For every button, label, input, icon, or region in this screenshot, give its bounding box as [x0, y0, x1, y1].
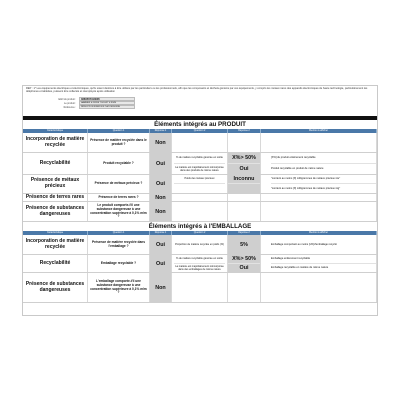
question-1-cell: Présence de métaux précieux ? — [88, 175, 150, 193]
col-characteristic: Caractéristique — [23, 129, 88, 133]
question-2-part: La matière est majoritairement réincorporée dans des produits de même nature — [175, 165, 224, 172]
answer-1-cell: Non — [150, 194, 172, 201]
answer-2-part: 5% — [240, 241, 248, 248]
table-row — [23, 194, 377, 202]
answer-1-cell: Non — [150, 133, 172, 152]
col-msg: Mention à afficher — [261, 231, 377, 235]
mention-cell — [261, 194, 377, 201]
col-q1: Question 1 — [88, 129, 150, 133]
characteristic-cell: Incorporation de matière recyclée — [23, 235, 88, 254]
produit-section-title: Éléments intégrés au PRODUIT — [154, 121, 246, 128]
answer-1-cell: Non — [150, 273, 172, 302]
question-2-cell — [172, 175, 228, 193]
reference-row — [43, 105, 163, 109]
characteristic-cell: Recyclabilité — [23, 255, 88, 272]
question-2-part: % de matière recyclable générée en sortie — [174, 255, 225, 264]
col-a2: Réponse 2 — [228, 231, 261, 235]
question-1-cell: Produit recyclable ? — [88, 153, 150, 174]
table-row — [23, 235, 377, 255]
col-a2: Réponse 2 — [228, 129, 261, 133]
mention-cell — [261, 202, 377, 221]
question-1-cell: Emballage recyclable ? — [88, 255, 150, 272]
intro-text: REP : 1° Les équipements électriques et électroniques, qu'ils soient destinés à être utilisés par les particuliers ou les professionnels, afin que les composants et déchets générés par ces équipements, y compris les métaux rares des appareils électroniques de haute technologie, particulièrement les téléphones et tablettes, puissent être collectés et réemployés après utilisation — [26, 87, 368, 94]
ean-label: EAN du produit : — [58, 97, 76, 101]
mention-cell — [261, 153, 377, 174]
question-1-cell: Présence de matière recyclée dans l'emballage ? — [88, 235, 150, 254]
separator-bar — [23, 116, 377, 120]
table-row — [23, 273, 377, 303]
answer-2-cell — [228, 235, 261, 254]
product-identification — [43, 97, 163, 109]
answer-2-cell — [228, 153, 261, 174]
table-row — [23, 255, 377, 273]
answer-2-cell — [228, 273, 261, 302]
question-2-cell — [172, 235, 228, 254]
question-1-cell: Présence de matière recyclée dans le produit ? — [88, 133, 150, 152]
col-a1: Réponse 1 — [150, 231, 172, 235]
answer-2-part: X%> 50% — [228, 153, 260, 164]
mention-part: Emballage recyclable en matière de même nature — [271, 266, 329, 270]
question-2-cell — [172, 273, 228, 302]
characteristic-cell: Recyclabilité — [23, 153, 88, 174]
question-1-cell: L'emballage comporte-t'il une substance dangereuse à une concentration supérieure à 0,1% m/m ? — [88, 273, 150, 302]
col-a1: Réponse 1 — [150, 129, 172, 133]
question-2-cell — [172, 194, 228, 201]
mention-cell — [261, 273, 377, 302]
answer-2-part: X%> 50% — [228, 255, 260, 264]
table-row — [23, 133, 377, 153]
mention-part: Produit recyclable en produit de même nature — [271, 167, 324, 171]
answer-2-cell — [228, 133, 261, 152]
answer-1-cell: Oui — [150, 255, 172, 272]
mention-part: "contient au moins [X] milligrammes de métaux précieux Au" — [271, 175, 376, 184]
answer-1-cell: Oui — [150, 153, 172, 174]
characteristic-cell: Présence de terres rares — [23, 194, 88, 201]
answer-2-cell — [228, 175, 261, 193]
question-1-cell: Le produit comporte-t'il une substance dangereuse à une concentration supérieure à 0,1% m/m ? — [88, 202, 150, 221]
answer-1-cell: Oui — [150, 235, 172, 254]
answer-2-cell — [228, 194, 261, 201]
emballage-section-title: Éléments intégrés à l'EMBALLAGE — [148, 223, 252, 230]
characteristic-cell: Incorporation de matière recyclée — [23, 133, 88, 152]
answer-1-cell: Non — [150, 202, 172, 221]
characteristic-cell: Présence de substances dangereuses — [23, 273, 88, 302]
question-2-part: Proportion de matière recyclée en poids (%) — [175, 242, 224, 246]
answer-2-part: Oui — [239, 264, 249, 271]
mention-cell — [261, 133, 377, 152]
mention-cell — [261, 255, 377, 272]
answer-2-cell — [228, 202, 261, 221]
col-q2: Question 2 — [172, 231, 228, 235]
col-q1: Question 1 — [88, 231, 150, 235]
question-2-part: Poids des métaux précieux — [174, 175, 225, 184]
question-2-part: % de matière recyclable générée en sortie — [174, 153, 225, 164]
mention-part: "contient au moins [X] milligrammes de métaux précieux Ag" — [271, 186, 341, 190]
question-2-cell — [172, 153, 228, 174]
question-2-part — [174, 184, 225, 193]
answer-1-cell: Oui — [150, 175, 172, 193]
produit-value: HAMMER & DRIVE TOOLKIT 4 RIVM — [79, 101, 135, 105]
col-q2: Question 2 — [172, 129, 228, 133]
table-row — [23, 175, 377, 194]
produit-label: Le produit : — [64, 101, 76, 105]
question-2-cell — [172, 133, 228, 152]
characteristic-cell: Présence de métaux précieux — [23, 175, 88, 193]
question-1-cell: Présence de terres rares ? — [88, 194, 150, 201]
answer-2-part: Oui — [239, 165, 249, 172]
question-2-cell — [172, 255, 228, 272]
product-info-sheet — [22, 85, 378, 316]
mention-part: Emballage comportant au moins [x%]d'emballage recyclé — [271, 242, 337, 246]
mention-part: [X%] du produit entièrement recyclable — [271, 153, 376, 164]
question-2-cell — [172, 202, 228, 221]
table-row — [23, 153, 377, 175]
col-characteristic: Caractéristique — [23, 231, 88, 235]
answer-2-cell — [228, 255, 261, 272]
characteristic-cell: Présence de substances dangereuses — [23, 202, 88, 221]
reference-label: Référence : — [63, 105, 76, 109]
mention-part: Emballage entièrement recyclable — [271, 255, 376, 264]
answer-2-part — [228, 184, 260, 193]
mention-cell — [261, 235, 377, 254]
answer-2-part: Inconnu — [228, 175, 260, 184]
question-2-part: La matière est majoritairement réincorporée dans des emballages de même nature — [175, 264, 224, 271]
reference-value: RÉDUCTION FIXER BOLT ACCESSOIRE — [79, 105, 135, 109]
table-row — [23, 202, 377, 222]
ean-value: 3660567313635 — [79, 97, 135, 101]
mention-cell — [261, 175, 377, 193]
col-msg: Mention à afficher — [261, 129, 377, 133]
